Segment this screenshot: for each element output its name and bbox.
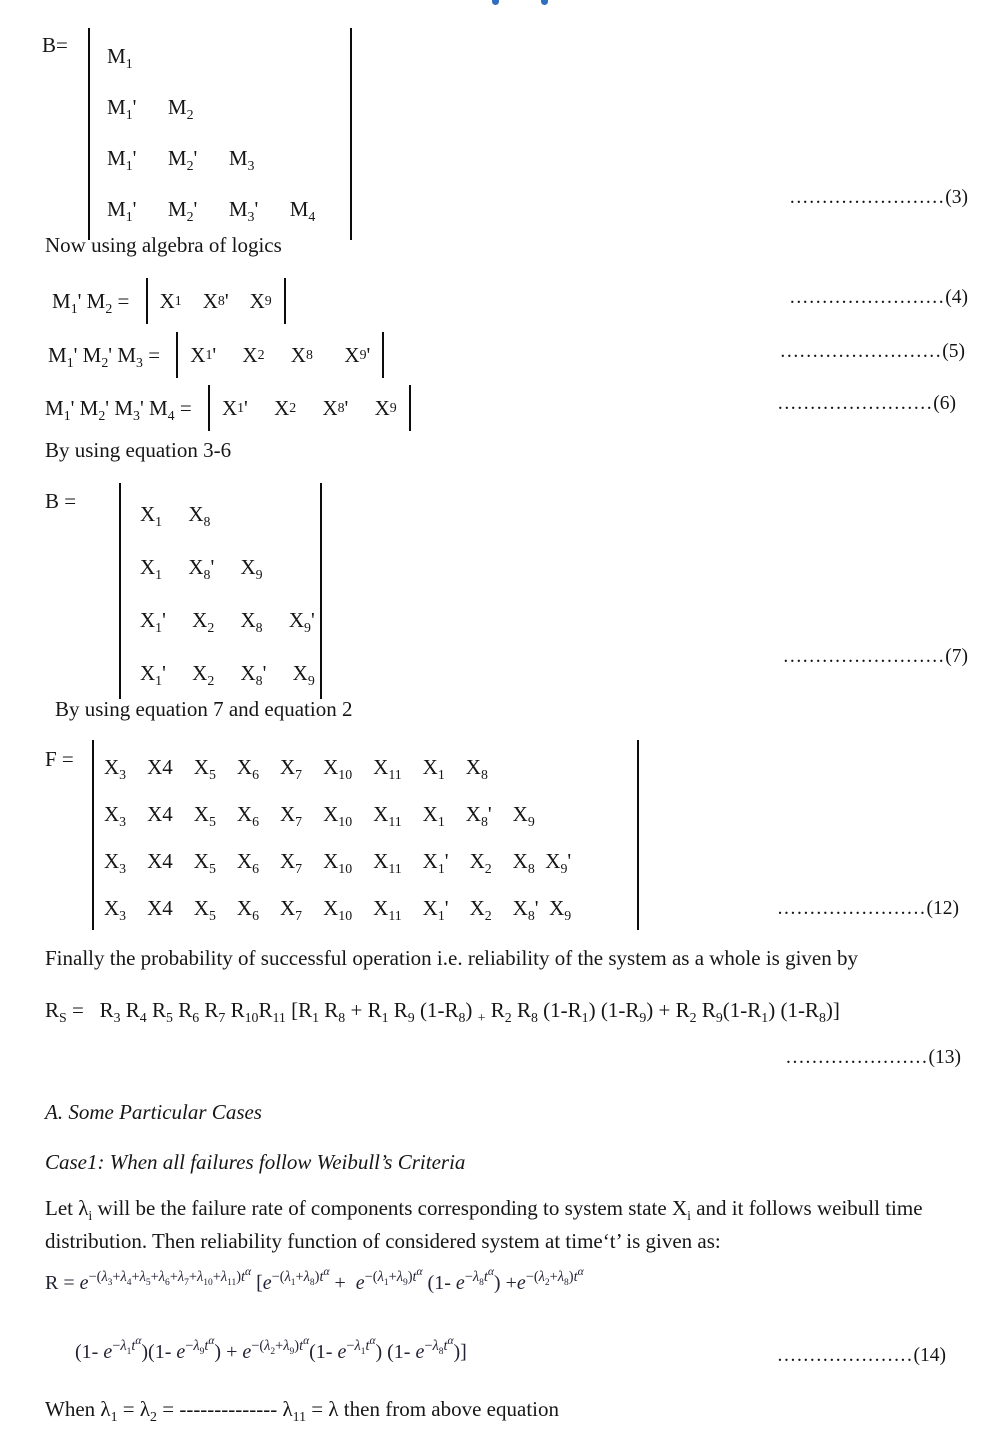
matrix-row: $X_3$ X4 $X_5$ $X_6$ $X_7$ $X_{10}$ $X_{11}$ $X_1$ $X_8$ xyxy=(104,755,488,783)
equation-4-determinant: X 1 X 8 ' X 9 xyxy=(146,278,286,324)
equation-number: (3) xyxy=(945,187,968,208)
equation-5 xyxy=(48,332,384,378)
dotted-leader: ........................ xyxy=(789,187,946,208)
equation-number-12 xyxy=(778,898,959,920)
equation-6-determinant: X 1 ' X 2 X 8 ' X 9 xyxy=(208,385,411,431)
dotted-leader: ......................... xyxy=(780,341,943,362)
text-by-using-eq-7-2: By using equation 7 and equation 2 xyxy=(55,697,353,721)
matrix-b-reduced xyxy=(119,483,322,699)
equation-number-14 xyxy=(778,1345,946,1367)
equation-14-line2: (1- $e^{-\lambda_1t^\alpha})(1-$ $e^{-\lambda_9t^\alpha}) + e^{-(\lambda_2+\lambda_9)t^\alpha}(1-$ $e^{-\lambda_1t^\alpha}$) (1- $e^{-\lambda_8t^\alpha}$)] xyxy=(75,1335,467,1363)
equation-number: (12) xyxy=(926,898,959,919)
matrix-row: $X_1$ $X_8$ xyxy=(140,502,211,530)
dotted-leader: ......................... xyxy=(783,646,946,667)
matrix-row: $X_3$ X4 $X_5$ $X_6$ $X_7$ $X_{10}$ $X_{11}$ $X_1$ $X_8'$ $X_9$ xyxy=(104,802,535,830)
dotted-leader: ....................... xyxy=(777,898,927,919)
equation-4-lhs: $M_1'$ $M_2$ = xyxy=(52,288,135,316)
equation-number: (4) xyxy=(945,287,968,308)
equation-12-label: F = xyxy=(45,747,80,771)
equation-6 xyxy=(45,385,411,431)
matrix-row: $M_1'$ $M_2'$ $M_3'$ $M_4$ xyxy=(107,197,316,225)
text-by-using-eq-3-6: By using equation 3-6 xyxy=(45,438,232,462)
equation-number-6 xyxy=(778,393,956,415)
equation-number-3 xyxy=(790,187,968,209)
matrix-row: $X_1$ $X_8'$ $X_9$ xyxy=(140,555,263,583)
equation-number: (7) xyxy=(945,646,968,667)
matrix-row: $M_1$ xyxy=(107,44,133,72)
dotted-leader: ........................ xyxy=(777,393,934,414)
equation-number-5 xyxy=(780,341,965,363)
equation-6-lhs: $M_1'$ $M_2'$ $M_3'$ $M_4$ = xyxy=(45,395,197,423)
text-finally-probability: Finally the probability of successful operation i.e. reliability of the system as a whole is given by xyxy=(45,946,858,970)
equation-number-7 xyxy=(783,646,968,668)
equation-number: (5) xyxy=(942,341,965,362)
matrix-row: $M_1'$ $M_2$ xyxy=(107,95,194,123)
matrix-row: $M_1'$ $M_2'$ $M_3$ xyxy=(107,146,255,174)
equation-number: (13) xyxy=(928,1047,961,1068)
equation-number-13 xyxy=(786,1047,961,1069)
dotted-leader: ...................... xyxy=(786,1047,929,1068)
equation-5-lhs: $M_1'$ $M_2'$ $M_3$ = xyxy=(48,342,166,370)
paragraph-failure-rate-line1: Let $\lambda_i$ will be the failure rate of components corresponding to system state $X_i$ and it follows weibull time xyxy=(45,1196,923,1224)
equation-14-line1: $R = e^{-(\lambda_3+\lambda_4+\lambda_5+\lambda_6+\lambda_7+\lambda_{10}+\lambda_{11})t^\alpha}$ [$e^{-(\lambda_1+\lambda_8)t^\alpha} + e^{-(\lambda_1+\lambda_9)t^\alpha}$ (1- $e^{-\lambda_8t^\alpha}) +e^{-(\lambda_2+\lambda_8)t^\alpha}$ xyxy=(45,1266,584,1294)
text-now-using-algebra: Now using algebra of logics xyxy=(45,233,282,257)
paragraph-failure-rate-line2: distribution. Then reliability function of considered system at time‘t’ is given as: xyxy=(45,1229,721,1253)
matrix-f xyxy=(92,740,639,930)
equation-3-label: B= xyxy=(42,33,68,57)
cropped-header-text-fragment xyxy=(492,0,499,5)
cropped-header-text-fragment xyxy=(541,0,548,5)
equation-number: (6) xyxy=(933,393,956,414)
equation-7-label: B = xyxy=(45,489,77,513)
heading-some-particular-cases: A. Some Particular Cases xyxy=(45,1100,262,1124)
matrix-row: $X_3$ X4 $X_5$ $X_6$ $X_7$ $X_{10}$ $X_{11}$ $X_1'$ $X_2$ $X_8'$ $X_9$ xyxy=(104,896,572,924)
equation-5-determinant: X 1 ' X 2 X 8 X 9 ' xyxy=(176,332,384,378)
dotted-leader: ........................ xyxy=(789,287,946,308)
dotted-leader: ..................... xyxy=(777,1345,914,1366)
matrix-row: $X_1'$ $X_2$ $X_8'$ $X_9$ xyxy=(140,661,315,689)
text-when-lambda-equal: When $\lambda_1 = \lambda_2$ = -------------- $\lambda_{11} = \lambda$ then from above equation xyxy=(45,1397,559,1425)
matrix-b-initial xyxy=(88,28,352,240)
matrix-row: $X_3$ X4 $X_5$ $X_6$ $X_7$ $X_{10}$ $X_{11}$ $X_1'$ $X_2$ $X_8$ $X_9'$ xyxy=(104,849,572,877)
equation-4 xyxy=(52,278,286,324)
matrix-row: $X_1'$ $X_2$ $X_8$ $X_9'$ xyxy=(140,608,315,636)
equation-number: (14) xyxy=(913,1345,946,1366)
heading-case1-weibull: Case1: When all failures follow Weibull’s Criteria xyxy=(45,1150,466,1174)
equation-number-4 xyxy=(790,287,968,309)
equation-13-expression: $R_S = R_3$ $R_4$ $R_5$ $R_6$ $R_7$ $R_{10}R_{11}$ [$R_1$ $R_8 + R_1$ $R_9$ $(1-R_8)$ $_+$ $R_2$ $R_8$ $(1-R_1) (1-R_9) + R_2$ $R_9(1-R_1)$ $(1-R_8)$] xyxy=(45,998,840,1026)
